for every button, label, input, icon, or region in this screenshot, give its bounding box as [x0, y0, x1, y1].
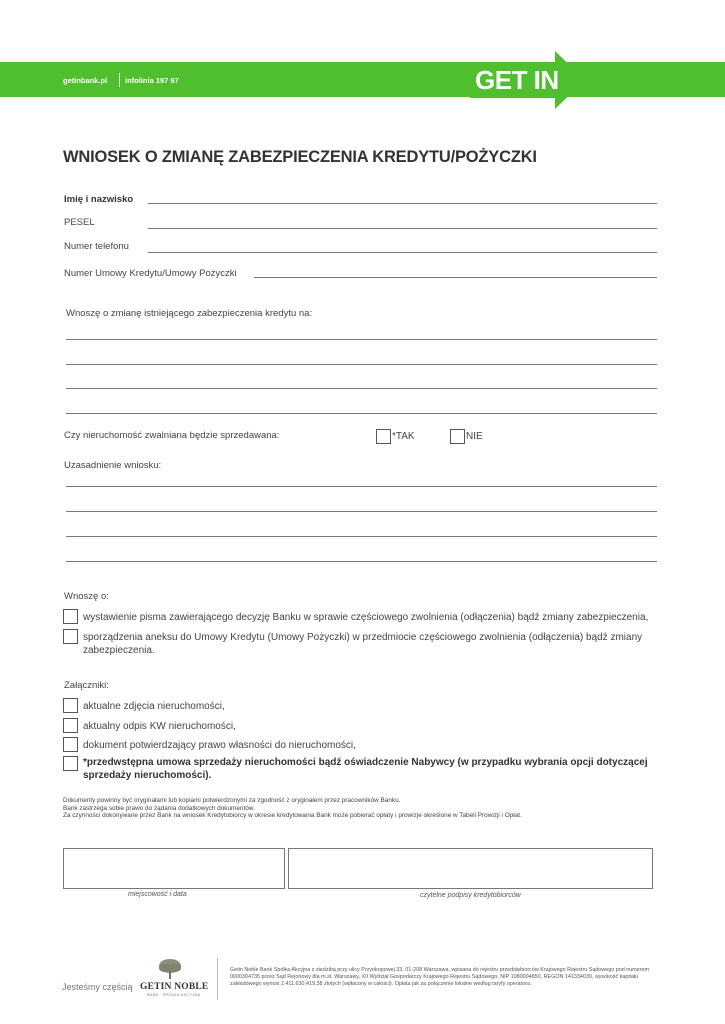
attachment-checkbox[interactable]	[63, 698, 78, 713]
note-line: Za czynności dokonywane przez Bank na wniosek Kredytobiorcy w okresie kredytowania Bank może pobierać opłaty i prowizje określone w Tabeli Prowizji i Opłat.	[63, 812, 522, 820]
phone-field[interactable]	[148, 252, 657, 253]
attachment-label: aktualny odpis KW nieruchomości,	[83, 721, 236, 732]
contract-number-label: Numer Umowy Kredytu/Umowy Pożyczki	[64, 268, 237, 279]
justification-line-1[interactable]	[66, 486, 657, 487]
pesel-label: PESEL	[64, 217, 95, 228]
note-line: Dokumenty powinny być oryginałami lub kopiami potwierdzonymi za zgodność z oryginałem przez pracowników Banku.	[63, 797, 401, 804]
justification-line-2[interactable]	[66, 511, 657, 512]
website-link[interactable]: getinbank.pl	[63, 76, 108, 85]
phone-label: Numer telefonu	[64, 241, 129, 252]
attachment-checkbox[interactable]	[63, 737, 78, 752]
name-label: Imię i nazwisko	[64, 194, 134, 205]
yes-checkbox[interactable]	[376, 429, 391, 444]
request-option-checkbox[interactable]	[63, 629, 78, 644]
request-option-label: wystawienie pisma zawierającego decyzję Banku w sprawie częściowego zwolnienia (odłączenia) bądź zmiany zabezpieczenia,	[83, 612, 649, 623]
tree-icon	[157, 958, 183, 980]
getin-noble-logo-sub: BANK · SPÓŁKA AKCYJNA	[147, 993, 201, 997]
request-change-label: Wnoszę o zmianę istniejącego zabezpieczenia kredytu na:	[66, 308, 313, 319]
contract-number-field[interactable]	[254, 277, 657, 278]
part-of-text: Jesteśmy częścią	[62, 982, 133, 992]
new-security-line-3[interactable]	[66, 388, 657, 389]
pesel-field[interactable]	[148, 228, 657, 229]
property-sold-question: Czy nieruchomość zwalniana będzie sprzedawana:	[64, 430, 280, 441]
logo-get-in: GET IN	[475, 65, 559, 95]
new-security-line-1[interactable]	[66, 339, 657, 340]
no-label: NIE	[466, 431, 483, 442]
request-option-label: sporządzenia aneksu do Umowy Kredytu (Umowy Pożyczki) w przedmiocie częściowego zwolnienia (odłączenia) bądź zmiany zabezpieczenia.	[83, 632, 643, 656]
place-date-caption: miejscowość i data	[128, 891, 187, 898]
attachment-checkbox[interactable]	[63, 718, 78, 733]
logo-bank: BANK	[592, 65, 666, 95]
justification-line-3[interactable]	[66, 536, 657, 537]
new-security-line-2[interactable]	[66, 364, 657, 365]
attachment-label: dokument potwierdzający prawo własności do nieruchomości,	[83, 740, 356, 751]
signatures-caption: czytelne podpisy kredytobiorców	[420, 892, 521, 899]
request-option-checkbox[interactable]	[63, 609, 78, 624]
justification-line-4[interactable]	[66, 561, 657, 562]
header-divider	[119, 73, 120, 87]
yes-label: *TAK	[392, 431, 415, 442]
justification-label: Uzasadnienie wniosku:	[64, 460, 162, 471]
attachment-label: aktualne zdjęcia nieruchomości,	[83, 701, 225, 712]
getin-noble-logo: GETIN NOBLE	[140, 982, 209, 992]
notes-block	[63, 797, 663, 820]
signatures-box[interactable]	[288, 848, 653, 889]
footer-legal-text: Getin Noble Bank Spółka Akcyjna z siedzibą przy ulicy Przyokopowej 33, 01-208 Warszawa, wpisana do rejestru przedsiębiorców Krajowego Rejestru Sądowego pod numerem 0000304735 przez Sąd Rejonowy dla m.st. Warszawy, XII Wydział Gospodarczy Krajowego Rejestru Sądowego, NIP 1080004850, REGON 141334039, wysokość kapitału zakładowego wynosi 2.411.630.419,38 złotych (wpłacony w całości). Opłata jak za połączenie lokalne według taryfy operatora.	[230, 967, 649, 988]
name-field[interactable]	[148, 203, 657, 204]
page-title: WNIOSEK O ZMIANĘ ZABEZPIECZENIA KREDYTU/POŻYCZKI	[63, 148, 537, 166]
attachments-label: Załączniki:	[64, 680, 109, 691]
request-label: Wnoszę o:	[64, 591, 109, 602]
no-checkbox[interactable]	[450, 429, 465, 444]
attachment-label: *przedwstępna umowa sprzedaży nieruchomości bądź oświadczenie Nabywcy (w przypadku wybrania opcji dotyczącej sprzedaży nieruchomości).	[83, 757, 648, 781]
attachment-checkbox[interactable]	[63, 756, 78, 771]
note-line: Bank zastrzega sobie prawo do żądania dodatkowych dokumentów.	[63, 804, 255, 812]
new-security-line-4[interactable]	[66, 413, 657, 414]
place-date-box[interactable]	[63, 848, 285, 889]
footer-divider	[217, 958, 218, 1000]
hotline-text: infolinia 197 97	[125, 76, 179, 85]
